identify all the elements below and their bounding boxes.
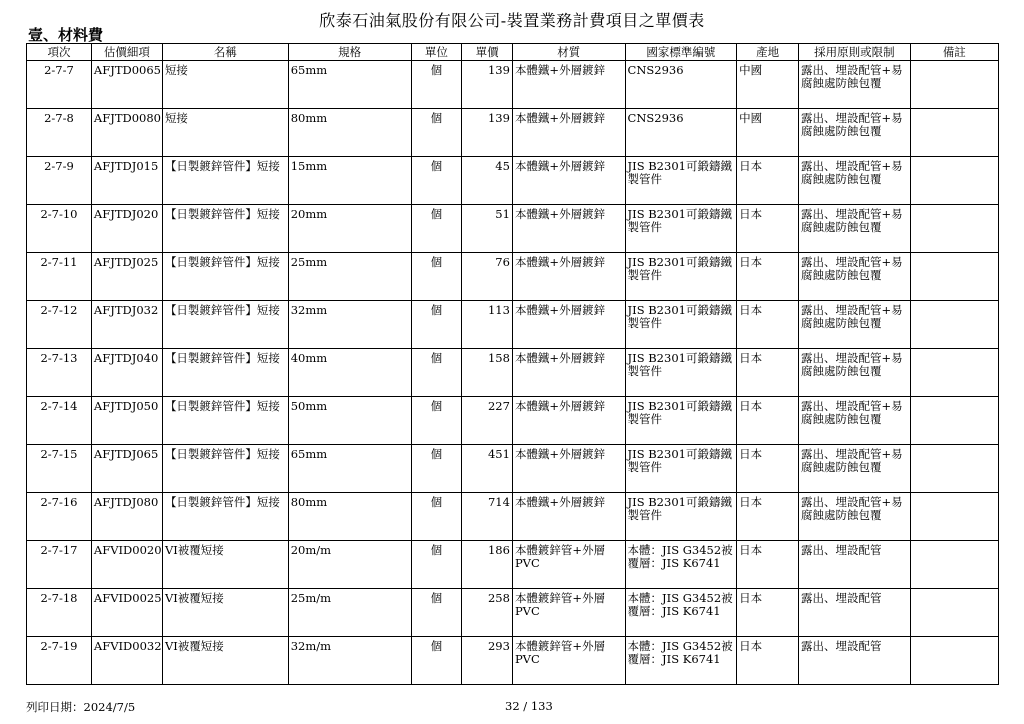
col-note-cell [910, 157, 998, 205]
col-item-cell: 2-7-19 [27, 637, 92, 685]
col-origin-cell: 日本 [737, 397, 799, 445]
col-material-cell: 本體鐵+外層鍍鋅 [512, 301, 625, 349]
col-material-cell: 本體鍍鋅管+外層PVC [512, 541, 625, 589]
col-price-cell: 158 [462, 349, 513, 397]
col-origin-cell: 日本 [737, 157, 799, 205]
col-name-cell: VI被覆短接 [162, 637, 288, 685]
col-note-cell [910, 541, 998, 589]
col-price-cell: 714 [462, 493, 513, 541]
col-name-cell: 【日製鍍鋅管件】短接 [162, 301, 288, 349]
col-standard-cell: JIS B2301可鍛鑄鐵製管件 [625, 205, 737, 253]
col-item-cell: 2-7-9 [27, 157, 92, 205]
col-unit-cell: 個 [411, 301, 462, 349]
col-code-cell: AFJTDJ065 [91, 445, 162, 493]
col-material-cell: 本體鐵+外層鍍鋅 [512, 493, 625, 541]
col-origin-cell: 中國 [737, 61, 799, 109]
col-code-cell: AFJTDJ040 [91, 349, 162, 397]
price-table [26, 43, 999, 685]
col-unit-cell: 個 [411, 349, 462, 397]
col-item-cell: 2-7-17 [27, 541, 92, 589]
col-code-cell: AFVID0032 [91, 637, 162, 685]
col-material-cell: 本體鐵+外層鍍鋅 [512, 397, 625, 445]
col-name-cell: 【日製鍍鋅管件】短接 [162, 445, 288, 493]
col-rule-cell: 露出、埋設配管 [799, 541, 911, 589]
col-material-cell: 本體鍍鋅管+外層PVC [512, 637, 625, 685]
table-header-row [27, 44, 999, 61]
col-spec-cell: 15mm [288, 157, 411, 205]
col-rule-cell: 露出、埋設配管+易腐蝕處防蝕包覆 [799, 61, 911, 109]
table-row [27, 493, 999, 541]
col-spec-cell: 20mm [288, 205, 411, 253]
col-standard-cell: JIS B2301可鍛鑄鐵製管件 [625, 301, 737, 349]
col-price-cell: 51 [462, 205, 513, 253]
col-spec-cell: 25m/m [288, 589, 411, 637]
col-spec-cell: 80mm [288, 109, 411, 157]
col-rule-cell: 露出、埋設配管 [799, 637, 911, 685]
col-note-cell [910, 61, 998, 109]
col-spec-cell: 50mm [288, 397, 411, 445]
table-row [27, 61, 999, 109]
col-note-cell [910, 637, 998, 685]
table-row [27, 157, 999, 205]
col-price-cell: 258 [462, 589, 513, 637]
col-name-cell: 【日製鍍鋅管件】短接 [162, 493, 288, 541]
col-standard-header: 國家標準編號 [625, 44, 737, 61]
col-name-cell: 短接 [162, 61, 288, 109]
col-note-cell [910, 109, 998, 157]
col-item-cell: 2-7-10 [27, 205, 92, 253]
col-unit-cell: 個 [411, 157, 462, 205]
col-unit-cell: 個 [411, 61, 462, 109]
section-title: 壹、材料費 [28, 26, 104, 44]
col-item-cell: 2-7-7 [27, 61, 92, 109]
col-standard-cell: 本體：JIS G3452被覆層：JIS K6741 [625, 589, 737, 637]
col-item-cell: 2-7-11 [27, 253, 92, 301]
col-note-cell [910, 445, 998, 493]
print-date: 列印日期：2024/7/5 [26, 700, 136, 714]
col-material-cell: 本體鐵+外層鍍鋅 [512, 253, 625, 301]
col-origin-cell: 日本 [737, 445, 799, 493]
col-material-cell: 本體鐵+外層鍍鋅 [512, 205, 625, 253]
col-rule-cell: 露出、埋設配管+易腐蝕處防蝕包覆 [799, 301, 911, 349]
col-note-cell [910, 397, 998, 445]
col-standard-cell: JIS B2301可鍛鑄鐵製管件 [625, 253, 737, 301]
col-code-cell: AFJTDJ020 [91, 205, 162, 253]
col-spec-cell: 32mm [288, 301, 411, 349]
table-row [27, 541, 999, 589]
col-unit-cell: 個 [411, 253, 462, 301]
col-code-header: 估價細項 [91, 44, 162, 61]
table-row [27, 637, 999, 685]
table-row [27, 205, 999, 253]
col-rule-cell: 露出、埋設配管+易腐蝕處防蝕包覆 [799, 445, 911, 493]
col-rule-cell: 露出、埋設配管 [799, 589, 911, 637]
col-name-cell: 【日製鍍鋅管件】短接 [162, 253, 288, 301]
col-spec-cell: 65mm [288, 61, 411, 109]
col-price-cell: 293 [462, 637, 513, 685]
col-spec-cell: 80mm [288, 493, 411, 541]
col-note-cell [910, 589, 998, 637]
col-unit-cell: 個 [411, 445, 462, 493]
col-item-cell: 2-7-8 [27, 109, 92, 157]
col-name-cell: VI被覆短接 [162, 541, 288, 589]
col-rule-cell: 露出、埋設配管+易腐蝕處防蝕包覆 [799, 205, 911, 253]
col-note-cell [910, 205, 998, 253]
col-price-cell: 76 [462, 253, 513, 301]
col-material-header: 材質 [512, 44, 625, 61]
col-spec-header: 規格 [288, 44, 411, 61]
col-origin-cell: 日本 [737, 349, 799, 397]
col-standard-cell: CNS2936 [625, 61, 737, 109]
table-row [27, 301, 999, 349]
col-item-cell: 2-7-18 [27, 589, 92, 637]
table-row [27, 445, 999, 493]
col-rule-cell: 露出、埋設配管+易腐蝕處防蝕包覆 [799, 253, 911, 301]
col-spec-cell: 20m/m [288, 541, 411, 589]
col-name-cell: VI被覆短接 [162, 589, 288, 637]
col-note-cell [910, 493, 998, 541]
col-name-cell: 【日製鍍鋅管件】短接 [162, 397, 288, 445]
col-note-cell [910, 253, 998, 301]
col-price-cell: 186 [462, 541, 513, 589]
table-row [27, 253, 999, 301]
table-row [27, 589, 999, 637]
col-item-cell: 2-7-16 [27, 493, 92, 541]
col-origin-header: 產地 [737, 44, 799, 61]
col-rule-cell: 露出、埋設配管+易腐蝕處防蝕包覆 [799, 157, 911, 205]
col-item-cell: 2-7-12 [27, 301, 92, 349]
table-row [27, 109, 999, 157]
col-rule-cell: 露出、埋設配管+易腐蝕處防蝕包覆 [799, 109, 911, 157]
col-unit-cell: 個 [411, 397, 462, 445]
col-standard-cell: JIS B2301可鍛鑄鐵製管件 [625, 157, 737, 205]
col-code-cell: AFVID0025 [91, 589, 162, 637]
col-standard-cell: 本體：JIS G3452被覆層：JIS K6741 [625, 541, 737, 589]
col-standard-cell: JIS B2301可鍛鑄鐵製管件 [625, 445, 737, 493]
col-material-cell: 本體鐵+外層鍍鋅 [512, 157, 625, 205]
col-note-header: 備註 [910, 44, 998, 61]
col-origin-cell: 日本 [737, 589, 799, 637]
col-spec-cell: 65mm [288, 445, 411, 493]
col-price-header: 單價 [462, 44, 513, 61]
col-origin-cell: 日本 [737, 205, 799, 253]
col-rule-cell: 露出、埋設配管+易腐蝕處防蝕包覆 [799, 397, 911, 445]
col-rule-cell: 露出、埋設配管+易腐蝕處防蝕包覆 [799, 493, 911, 541]
col-spec-cell: 32m/m [288, 637, 411, 685]
col-code-cell: AFJTDJ025 [91, 253, 162, 301]
col-material-cell: 本體鐵+外層鍍鋅 [512, 109, 625, 157]
col-unit-cell: 個 [411, 205, 462, 253]
col-code-cell: AFJTDJ050 [91, 397, 162, 445]
col-unit-cell: 個 [411, 637, 462, 685]
col-spec-cell: 25mm [288, 253, 411, 301]
col-price-cell: 451 [462, 445, 513, 493]
col-rule-cell: 露出、埋設配管+易腐蝕處防蝕包覆 [799, 349, 911, 397]
table-row [27, 349, 999, 397]
col-name-header: 名稱 [162, 44, 288, 61]
col-origin-cell: 日本 [737, 301, 799, 349]
col-standard-cell: 本體：JIS G3452被覆層：JIS K6741 [625, 637, 737, 685]
col-origin-cell: 日本 [737, 637, 799, 685]
col-price-cell: 139 [462, 61, 513, 109]
col-code-cell: AFJTD0080 [91, 109, 162, 157]
col-name-cell: 短接 [162, 109, 288, 157]
col-material-cell: 本體鐵+外層鍍鋅 [512, 349, 625, 397]
document-title: 欣泰石油氣股份有限公司-裝置業務計費項目之單價表 [319, 11, 705, 30]
col-price-cell: 45 [462, 157, 513, 205]
col-origin-cell: 日本 [737, 493, 799, 541]
col-standard-cell: JIS B2301可鍛鑄鐵製管件 [625, 397, 737, 445]
col-name-cell: 【日製鍍鋅管件】短接 [162, 205, 288, 253]
col-unit-cell: 個 [411, 109, 462, 157]
table-body [27, 61, 999, 685]
col-price-cell: 227 [462, 397, 513, 445]
col-code-cell: AFJTD0065 [91, 61, 162, 109]
col-item-header: 項次 [27, 44, 92, 61]
col-origin-cell: 日本 [737, 541, 799, 589]
col-name-cell: 【日製鍍鋅管件】短接 [162, 349, 288, 397]
col-rule-header: 採用原則或限制 [799, 44, 911, 61]
col-origin-cell: 中國 [737, 109, 799, 157]
col-code-cell: AFVID0020 [91, 541, 162, 589]
col-price-cell: 139 [462, 109, 513, 157]
col-standard-cell: JIS B2301可鍛鑄鐵製管件 [625, 349, 737, 397]
col-origin-cell: 日本 [737, 253, 799, 301]
col-item-cell: 2-7-13 [27, 349, 92, 397]
col-item-cell: 2-7-14 [27, 397, 92, 445]
col-price-cell: 113 [462, 301, 513, 349]
col-item-cell: 2-7-15 [27, 445, 92, 493]
col-name-cell: 【日製鍍鋅管件】短接 [162, 157, 288, 205]
col-unit-cell: 個 [411, 541, 462, 589]
col-note-cell [910, 301, 998, 349]
col-standard-cell: JIS B2301可鍛鑄鐵製管件 [625, 493, 737, 541]
col-unit-cell: 個 [411, 493, 462, 541]
col-material-cell: 本體鐵+外層鍍鋅 [512, 445, 625, 493]
col-code-cell: AFJTDJ015 [91, 157, 162, 205]
page-number: 32 / 133 [505, 699, 553, 713]
table-row [27, 397, 999, 445]
col-material-cell: 本體鐵+外層鍍鋅 [512, 61, 625, 109]
col-spec-cell: 40mm [288, 349, 411, 397]
col-standard-cell: CNS2936 [625, 109, 737, 157]
col-material-cell: 本體鍍鋅管+外層PVC [512, 589, 625, 637]
col-unit-cell: 個 [411, 589, 462, 637]
col-code-cell: AFJTDJ032 [91, 301, 162, 349]
col-unit-header: 單位 [411, 44, 462, 61]
col-note-cell [910, 349, 998, 397]
col-code-cell: AFJTDJ080 [91, 493, 162, 541]
